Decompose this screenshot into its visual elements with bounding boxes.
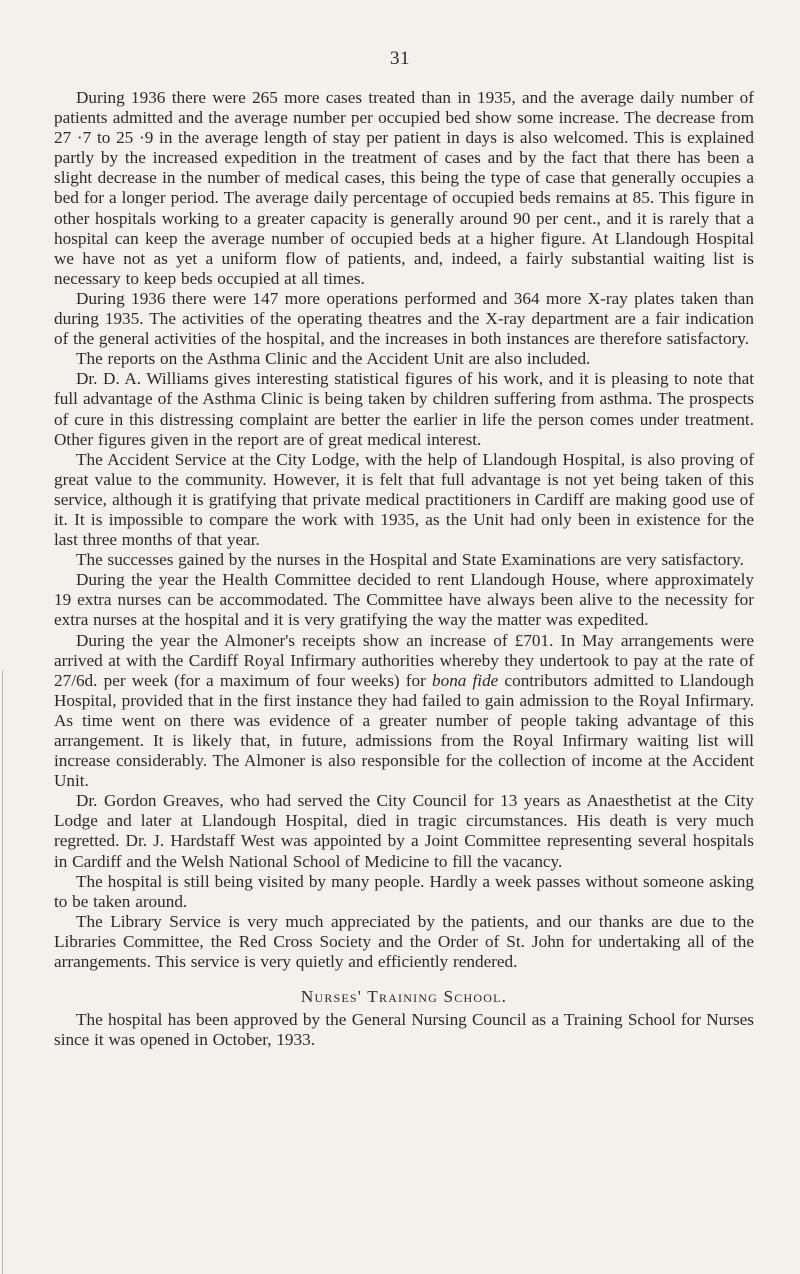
page-body [54, 88, 754, 1050]
paragraph [54, 550, 754, 570]
paragraph [54, 369, 754, 449]
page-edge-shadow [2, 670, 3, 1274]
paragraph-text: The Accident Service at the City Lodge, with the help of Llandough Hospital, is also proving of great value to the community. However, it is felt that full advantage is not yet being taken of this service, although it is gratifying that private medical practitioners in Cardiff are making good use of it. It is impossible to compare the work with 1935, as the Unit had only been in existence for the last three months of that year. [54, 449, 754, 550]
paragraph [54, 912, 754, 972]
section-heading: Nurses' Training School. [300, 987, 508, 1007]
paragraph [54, 450, 754, 550]
paragraph-text: Dr. D. A. Williams gives interesting statistical figures of his work, and it is pleasing to note that full advantage of the Asthma Clinic is being taken by children suffering from asthma. The prospects of cure in this distressing complaint are better the earlier in life the person comes under treatment. Other figures given in the report are of great medical interest. [54, 369, 754, 449]
paragraph-text: Dr. Gordon Greaves, who had served the City Council for 13 years as Anaesthetist at the City Lodge and later at Llandough Hospital, died in tragic circumstances. His death is very much regretted. Dr. J. Hardstaff West was appointed by a Joint Committee representing several hospitals in Cardiff and the Welsh National School of Medicine to fill the vacancy. [54, 791, 754, 871]
paragraph [54, 289, 754, 349]
paragraph [54, 88, 754, 289]
paragraph [54, 570, 754, 630]
paragraph [54, 791, 754, 871]
italic-text: bona fide [432, 670, 499, 690]
paragraph-text: The successes gained by the nurses in the Hospital and State Examinations are very satisfactory. [76, 550, 744, 570]
paragraph-text: During 1936 there were 147 more operations performed and 364 more X-ray plates taken than during 1935. The activities of the operating theatres and the X-ray department are a fair indication of the general activities of the hospital, and the increases in both instances are therefore satisfactory. [54, 288, 754, 349]
paragraph-text: The reports on the Asthma Clinic and the Accident Unit are also included. [76, 349, 591, 369]
paragraph [54, 631, 754, 792]
paragraph-text: The hospital is still being visited by many people. Hardly a week passes without someone asking to be taken around. [54, 871, 754, 911]
paragraph-text: During 1936 there were 265 more cases treated than in 1935, and the average daily number of patients admitted and the average number per occupied bed show some increase. The decrease from 27 ·7 to 25 ·9 in the average length of stay per patient in days is also welcomed. This is explained partly by the increased expedition in the treatment of cases and by the fact that there has been a slight decrease in the number of medical cases, this being the type of case that generally occupies a bed for a longer period. The average daily percentage of occupied beds remains at 85. This figure in other hospitals working to a greater capacity is generally around 90 per cent., and it is rarely that a hospital can keep the average number of occupied beds at a higher figure. At Llandough Hospital we have not as yet a uniform flow of patients, and, indeed, a fairly substantial waiting list is necessary to keep beds occupied at all times. [54, 88, 754, 288]
paragraph [54, 1010, 754, 1050]
paragraph [54, 349, 754, 369]
section-paragraphs [54, 1010, 754, 1050]
paragraph-text: The Library Service is very much appreciated by the patients, and our thanks are due to the Libraries Committee, the Red Cross Society and the Order of St. John for undertaking all of the arrangements. This service is very quietly and efficiently rendered. [54, 911, 754, 972]
paragraph-text: During the year the Almoner's receipts show an increase of £701. In May arrangements were arrived at with the Cardiff Royal Infirmary authorities whereby they undertook to pay at the rate of 27/6d. per week (for a maximum of four weeks) for [54, 630, 754, 690]
paragraph-text: The hospital has been approved by the General Nursing Council as a Training School for Nurses since it was opened in October, 1933. [54, 1010, 754, 1050]
paragraph-text: During the year the Health Committee decided to rent Llandough House, where approximately 19 extra nurses can be accommodated. The Committee have always been alive to the necessity for extra nurses at the hospital and it is very gratifying the way the matter was expedited. [54, 570, 754, 630]
paragraph [54, 872, 754, 912]
paragraph-text: contributors admitted to Llandough Hospital, provided that in the first instance they had failed to gain admission to the Royal Infirmary. As time went on there was evidence of a greater number of people taking advantage of this arrangement. It is likely that, in future, admissions from the Royal Infirmary waiting list will increase considerably. The Almoner is also responsible for the collection of income at the Accident Unit. [54, 670, 754, 791]
page-number: 31 [390, 48, 410, 69]
body-paragraphs [54, 88, 754, 972]
